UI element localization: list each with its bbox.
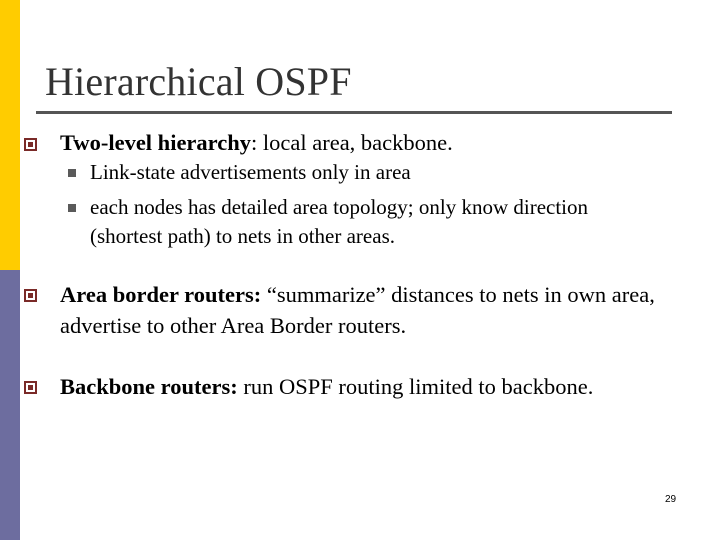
bullet-heading: Two-level hierarchy bbox=[60, 130, 251, 155]
bullet-item-two-level-hierarchy bbox=[60, 127, 680, 158]
bullet-square-icon bbox=[24, 289, 37, 302]
bullet-item-area-border-routers bbox=[60, 279, 680, 341]
bullet-text: “summarize” distances to nets in own area, advertise to other Area Border routers. bbox=[60, 282, 655, 338]
bullet-text: : local area, backbone. bbox=[251, 130, 453, 155]
sub-bullet-square-icon bbox=[68, 204, 76, 212]
title-divider bbox=[36, 111, 672, 114]
accent-bar-top bbox=[0, 0, 20, 270]
bullet-item-backbone-routers bbox=[60, 371, 680, 402]
bullet-heading: Area border routers: bbox=[60, 282, 262, 307]
bullet-square-icon bbox=[24, 138, 37, 151]
slide-title: Hierarchical OSPF bbox=[45, 59, 352, 104]
bullet-square-icon bbox=[24, 381, 37, 394]
page-number: 29 bbox=[665, 494, 677, 505]
bullet-text: run OSPF routing limited to backbone. bbox=[237, 374, 594, 399]
sub-bullet-square-icon bbox=[68, 169, 76, 177]
accent-bar-bottom bbox=[0, 270, 20, 540]
sub-bullet-item: each nodes has detailed area topology; only know direction (shortest path) to nets in other areas. bbox=[90, 195, 589, 248]
bullet-heading: Backbone routers: bbox=[60, 374, 238, 399]
sub-bullet-item: Link-state advertisements only in area bbox=[90, 160, 411, 184]
